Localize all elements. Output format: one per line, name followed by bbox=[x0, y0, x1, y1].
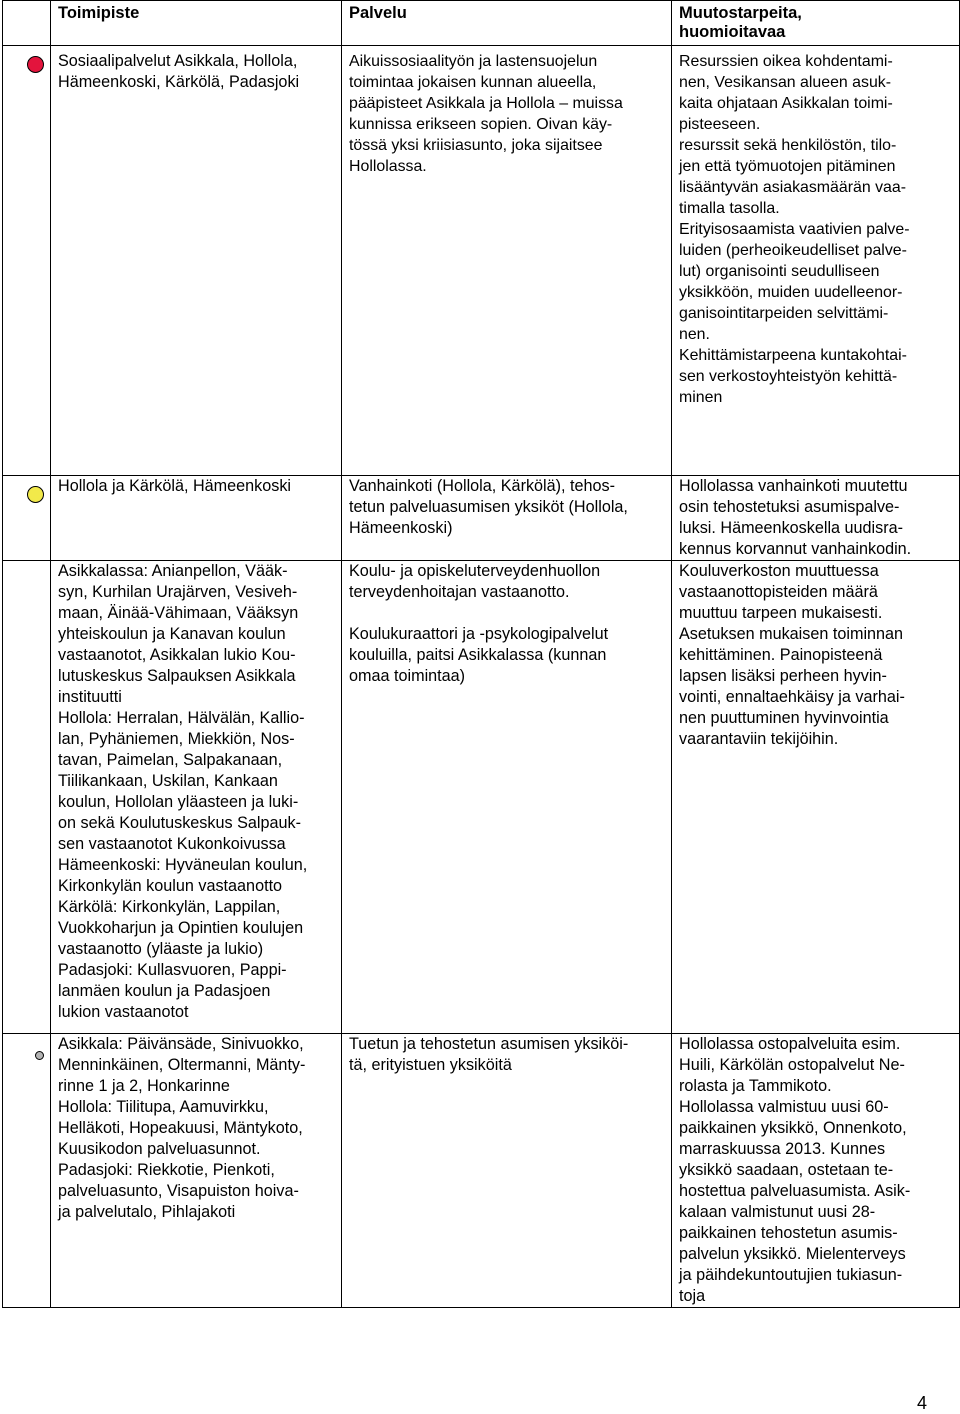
muutostarpeita-text: Resurssien oikea kohdentami- nen, Vesikansan alueen asuk- kaita ohjataan Asikkalan toimi- pisteeseen. resurssit sekä henkilöstön, tilo- jen että työmuotojen pitäminen lisääntyvän asiakasmäärän vaa- timalla tasolla. Erityisosaamista vaativien palve- luiden (perheoikeudelliset palve- lut) organisointi seudulliseen yksikköön, muiden uudelleenor- ganisointitarpeiden selvittämi- nen. Kehittämistarpeena kuntakohtai- sen verkostoyhteistyön kehittä- minen bbox=[679, 53, 910, 406]
toimipiste-text: Asikkalassa: Anianpellon, Vääk- syn, Kurhilan Urajärven, Vesiveh- maan, Äinää-Vähimaan, Vääksyn yhteiskoulun ja Kanavan koulun vastaanotot, Asikkalan lukio Kou- lutuskeskus Salpauksen Asikkala instituutti Hollola: Herralan, Hälvälän, Kallio- lan, Pyhäniemen, Miekkiön, Nos- tavan, Paimelan, Salpakanaan, Tiilikankaan, Uskilan, Kankaan koulun, Hollolan yläasteen ja luki- on sekä Koulutuskeskus Salpauk- sen vastaanotot Kukonkoivussa Hämeenkoski: Hyväneulan koulun, Kirkonkylän koulun vastaanotto Kärkölä: Kirkonkylän, Lappilan, Vuokkoharjun ja Opintien koulujen vastaanotto (yläaste ja lukio) Padasjoki: Kullasvuoren, Pappi- lanmäen koulun ja Padasjoen lukion vastaanotot bbox=[58, 562, 308, 1021]
marker-cell bbox=[3, 561, 51, 1034]
toimipiste-cell bbox=[51, 46, 342, 476]
palvelu-text: Aikuissosiaalityön ja lastensuojelun toimintaa jokaisen kunnan alueella, pääpisteet Asikkala ja Hollola – muissa kunnissa erikseen sopien. Oivan käy- tössä yksi kriisiasunto, joka sijaitsee Hollolassa. bbox=[349, 53, 623, 175]
palvelu-text-terveydenhuolto: Koulu- ja opiskeluterveydenhuollon terveydenhoitajan vastaanotto. bbox=[349, 562, 601, 601]
table-row bbox=[3, 1034, 960, 1308]
palvelu-cell bbox=[342, 1034, 672, 1308]
muutostarpeita-cell bbox=[672, 46, 960, 476]
muutostarpeita-text: Hollolassa ostopalveluita esim. Huili, Kärkölän ostopalvelut Ne- rolasta ja Tammikoto. Hollolassa valmistuu uusi 60- paikkainen yksikkö, Onnenkoto, marraskuussa 2013. Kunnes yksikkö saadaan, ostetaan te- hostettua palveluasumista. Asik- kalaan valmistunut uusi 28- paikkainen tehostetun asumis- palvelun yksikkö. Mielenterveys ja päihdekuntoutujien tukiasun- toja bbox=[679, 1035, 911, 1305]
toimipiste-cell bbox=[51, 1034, 342, 1308]
toimipiste-cell bbox=[51, 476, 342, 561]
header-toimipiste: Toimipiste bbox=[51, 1, 342, 46]
muutostarpeita-cell bbox=[672, 561, 960, 1034]
header-palvelu: Palvelu bbox=[342, 1, 672, 46]
marker-cell bbox=[3, 1034, 51, 1308]
marker-cell bbox=[3, 46, 51, 476]
table-row bbox=[3, 46, 960, 476]
table-row bbox=[3, 561, 960, 1034]
palvelu-text: Tuetun ja tehostetun asumisen yksiköi- tä, erityistuen yksiköitä bbox=[349, 1035, 629, 1074]
palvelu-text: Vanhainkoti (Hollola, Kärkölä), tehos- tetun palveluasumisen yksiköt (Hollola, Hämeenkoski) bbox=[349, 477, 628, 537]
header-muutostarpeita bbox=[672, 1, 960, 46]
toimipiste-text: Hollola ja Kärkölä, Hämeenkoski bbox=[58, 477, 292, 495]
red-dot-icon bbox=[27, 56, 44, 73]
muutostarpeita-text: Kouluverkoston muuttuessa vastaanottopisteiden määrä muuttuu tarpeen mukaisesti. Asetuksen mukaisen toiminnan kehittäminen. Painopisteenä lapsen lisäksi perheen hyvin- vointi, ennaltaehkäisy ja varhai- nen puuttuminen hyvinvointia vaarantaviin tekijöihin. bbox=[679, 562, 905, 748]
palvelu-cell bbox=[342, 561, 672, 1034]
yellow-dot-icon bbox=[27, 486, 44, 503]
marker-cell bbox=[3, 476, 51, 561]
header-muutostarpeita-text: Muutostarpeita, huomioitavaa bbox=[679, 4, 802, 41]
paragraph-gap bbox=[349, 603, 667, 624]
muutostarpeita-cell bbox=[672, 1034, 960, 1308]
toimipiste-text: Sosiaalipalvelut Asikkala, Hollola, Hämeenkoski, Kärkölä, Padasjoki bbox=[58, 52, 300, 91]
page-number: 4 bbox=[916, 1393, 927, 1413]
palvelu-cell bbox=[342, 46, 672, 476]
palvelu-cell bbox=[342, 476, 672, 561]
table-row bbox=[3, 476, 960, 561]
muutostarpeita-text: Hollolassa vanhainkoti muutettu osin tehostetuksi asumispalve- luksi. Hämeenkoskella uudisra- kennus korvannut vanhainkodin. bbox=[679, 477, 912, 558]
services-table bbox=[2, 0, 960, 1308]
muutostarpeita-cell bbox=[672, 476, 960, 561]
toimipiste-cell bbox=[51, 561, 342, 1034]
table-header-row bbox=[3, 1, 960, 46]
toimipiste-text: Asikkala: Päivänsäde, Sinivuokko, Menninkäinen, Oltermanni, Mänty- rinne 1 ja 2, Honkarinne Hollola: Tiilitupa, Aamuvirkku, Helläkoti, Hopeakuusi, Mäntykoto, Kuusikodon palveluasunnot. Padasjoki: Riekkotie, Pienkoti, palveluasunto, Visapuiston hoiva- ja palvelutalo, Pihlajakoti bbox=[58, 1035, 306, 1221]
palvelu-text-kuraattori: Koulukuraattori ja -psykologipalvelut kouluilla, paitsi Asikkalassa (kunnan omaa toimintaa) bbox=[349, 625, 609, 685]
header-marker-cell bbox=[3, 1, 51, 46]
gray-dot-icon bbox=[35, 1051, 44, 1060]
